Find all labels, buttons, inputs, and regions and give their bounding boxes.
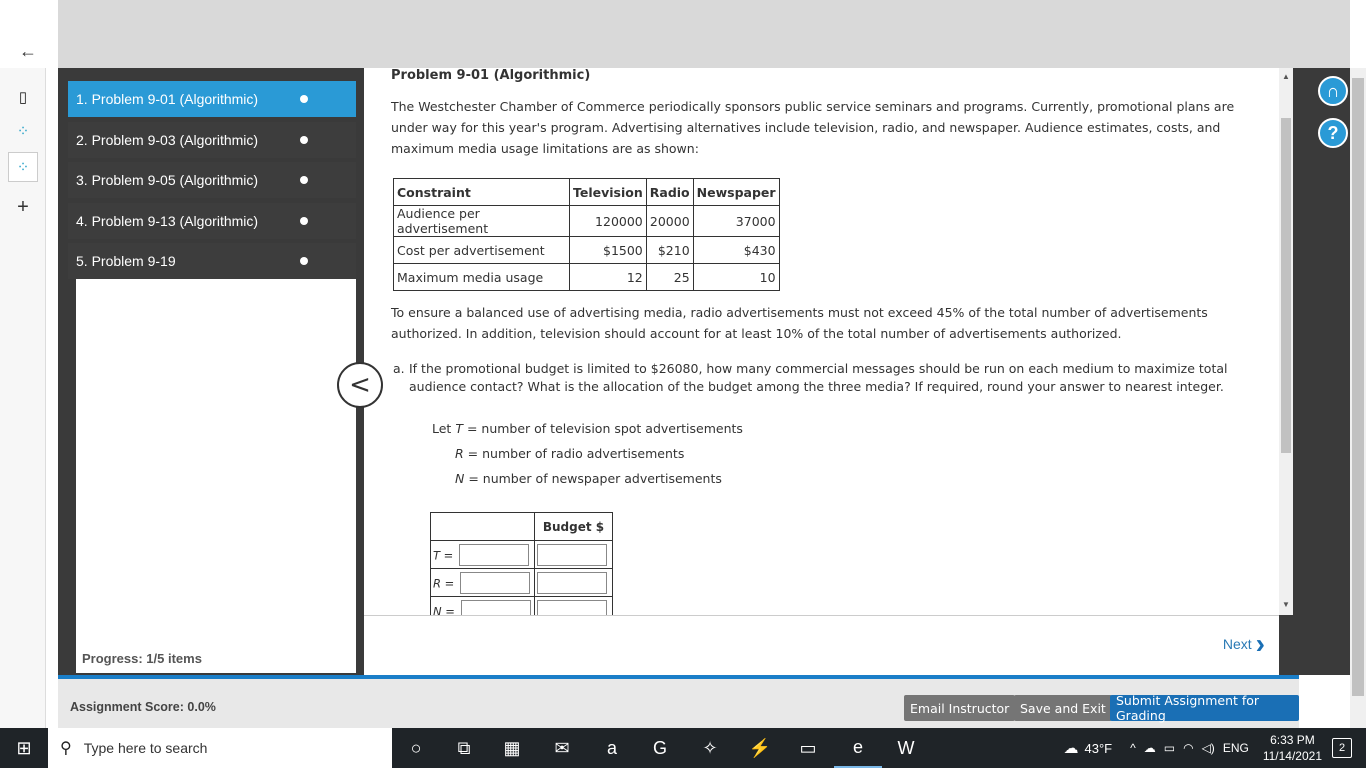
- problem-item-label: 5. Problem 9-19: [76, 253, 176, 269]
- n-budget-input[interactable]: [537, 600, 607, 616]
- table-row: [431, 597, 613, 616]
- tab-panel-icon[interactable]: ▯: [18, 89, 28, 106]
- variable-t-definition: = number of television spot advertisements: [466, 421, 743, 436]
- table-header: Radio: [646, 179, 693, 206]
- table-row: [431, 541, 613, 569]
- problem-item-5[interactable]: [68, 243, 356, 279]
- save-and-exit-button[interactable]: Save and Exit: [1014, 695, 1112, 721]
- dropbox-icon[interactable]: ✧: [702, 737, 718, 758]
- back-arrow-icon[interactable]: ←: [19, 40, 37, 61]
- r-quantity-input[interactable]: [460, 572, 530, 594]
- table-cell: Audience per advertisement: [394, 206, 570, 237]
- collapse-panel-button[interactable]: [337, 362, 383, 408]
- t-budget-cell: [535, 541, 613, 569]
- table-cell: 37000: [693, 206, 779, 237]
- headset-support-icon[interactable]: ∩: [1318, 76, 1348, 106]
- t-quantity-input[interactable]: [459, 544, 529, 566]
- answer-row-label: R =: [433, 576, 455, 590]
- problem-title: Problem 9-01 (Algorithmic): [391, 68, 591, 83]
- table-cell: 10: [693, 264, 779, 291]
- cloud-weather-icon: ☁: [1063, 740, 1079, 757]
- answer-row-r: [431, 569, 535, 597]
- table-cell: $430: [693, 237, 779, 264]
- clock-time: 6:33 PM: [1270, 733, 1315, 747]
- system-tray: [1064, 728, 1366, 768]
- clock-date: 11/14/2021: [1262, 749, 1322, 763]
- amazon-icon[interactable]: a: [606, 737, 617, 758]
- empty-header: [431, 513, 535, 541]
- problem-list-blank-area: [76, 278, 356, 673]
- file-explorer-icon[interactable]: ▭: [799, 737, 817, 758]
- problem-item-2[interactable]: [68, 122, 356, 158]
- help-question-icon[interactable]: ?: [1318, 118, 1348, 148]
- app-bolt-icon[interactable]: ⚡: [748, 737, 772, 758]
- answer-header-row: [431, 513, 613, 541]
- scroll-up-arrow-icon[interactable]: ▲: [1282, 72, 1290, 81]
- chevron-right-icon: ›: [1255, 628, 1265, 659]
- budget-header: Budget $: [535, 513, 613, 541]
- table-row: [394, 264, 780, 291]
- table-header-row: [394, 179, 780, 206]
- table-cell: 12: [570, 264, 647, 291]
- variable-n-definition: = number of newspaper advertisements: [468, 471, 722, 486]
- variable-definition-n: [455, 471, 722, 486]
- problem-intro: The Westchester Chamber of Commerce periodically sponsors public service seminars and programs. Currently, promotional plans are under way for this year's program. Advertising alternatives include television, radio, and newspaper. Audience estimates, costs, and maximum media usage limitations are as shown:: [391, 99, 1235, 156]
- variable-r-definition: = number of radio advertisements: [467, 446, 685, 461]
- problem-item-label: 2. Problem 9-03 (Algorithmic): [76, 132, 259, 148]
- table-cell: 25: [646, 264, 693, 291]
- table-cell: $1500: [570, 237, 647, 264]
- new-tab-plus-icon[interactable]: +: [17, 195, 29, 218]
- content-scrollbar-thumb[interactable]: [1281, 118, 1291, 453]
- tab-favicon-icon[interactable]: ⁘: [16, 123, 30, 140]
- status-dot-icon: [300, 136, 308, 144]
- clock[interactable]: [1263, 732, 1322, 764]
- problem-item-4[interactable]: [68, 203, 356, 239]
- problem-item-label: 4. Problem 9-13 (Algorithmic): [76, 213, 259, 229]
- cortana-icon[interactable]: ○: [410, 737, 422, 758]
- n-budget-cell: [535, 597, 613, 616]
- table-cell: Cost per advertisement: [394, 237, 570, 264]
- search-placeholder: Type here to search: [83, 740, 208, 756]
- variable-definition-t: [432, 421, 743, 436]
- taskbar-search[interactable]: [48, 728, 392, 768]
- problem-item-label: 3. Problem 9-05 (Algorithmic): [76, 172, 259, 188]
- n-quantity-input[interactable]: [461, 600, 531, 616]
- onedrive-icon[interactable]: ☁: [1143, 741, 1156, 755]
- edge-browser-icon[interactable]: e: [834, 728, 882, 768]
- table-cell: 20000: [646, 206, 693, 237]
- table-row: [394, 206, 780, 237]
- weather-temp[interactable]: 43°F: [1084, 740, 1113, 756]
- assignment-score: Assignment Score: 0.0%: [70, 700, 216, 714]
- problem-content: [364, 68, 1279, 615]
- active-tab-favicon-icon[interactable]: ⁘: [8, 152, 38, 182]
- problem-item-1[interactable]: [68, 81, 356, 117]
- content-bottom-bar: [364, 615, 1279, 675]
- windows-start-icon[interactable]: ⊞: [16, 737, 32, 758]
- notification-badge[interactable]: 2: [1332, 738, 1352, 758]
- language-indicator[interactable]: ENG: [1222, 741, 1249, 755]
- table-cell: 120000: [570, 206, 647, 237]
- mail-icon[interactable]: ✉: [554, 737, 570, 758]
- volume-icon[interactable]: ◁): [1201, 741, 1215, 755]
- progress-label: Progress: 1/5 items: [82, 651, 202, 666]
- table-cell: Maximum media usage: [394, 264, 570, 291]
- r-budget-input[interactable]: [537, 572, 607, 594]
- variable-r: R: [455, 446, 464, 461]
- table-row: [431, 569, 613, 597]
- assignment-footer: [58, 679, 1299, 728]
- submit-assignment-button[interactable]: Submit Assignment for Grading: [1110, 695, 1299, 721]
- status-dot-icon: [300, 257, 308, 265]
- answer-row-label: T =: [433, 548, 454, 562]
- window-scrollbar-thumb[interactable]: [1352, 78, 1364, 696]
- table-header: Newspaper: [693, 179, 779, 206]
- chevron-left-icon: <: [349, 370, 371, 400]
- table-cell: $210: [646, 237, 693, 264]
- network-icon[interactable]: ▭: [1163, 741, 1176, 755]
- problem-item-label: 1. Problem 9-01 (Algorithmic): [76, 91, 259, 107]
- status-dot-icon: [300, 95, 308, 103]
- taskbar: [0, 728, 1366, 768]
- status-dot-icon: [300, 217, 308, 225]
- part-a-letter: a.: [393, 361, 405, 376]
- google-chrome-icon[interactable]: G: [652, 737, 667, 758]
- constraint-paragraph: To ensure a balanced use of advertising media, radio advertisements must not exceed 45% of the total number of advertisements authorized. In addition, television should account for at least 10% of the total number of advertisements authorized.: [391, 305, 1208, 341]
- variable-t: T: [455, 421, 463, 436]
- table-header: Television: [570, 179, 647, 206]
- status-dot-icon: [300, 176, 308, 184]
- vertical-tabs-strip: [0, 68, 46, 728]
- search-icon: ⚲: [60, 740, 72, 757]
- problem-item-3[interactable]: [68, 162, 356, 198]
- r-budget-cell: [535, 569, 613, 597]
- table-header: Constraint: [394, 179, 570, 206]
- answer-table: [430, 512, 613, 615]
- task-view-icon[interactable]: ⧉: [457, 737, 471, 758]
- constraint-table: [393, 178, 780, 291]
- next-label: Next: [1222, 636, 1252, 652]
- t-budget-input[interactable]: [537, 544, 607, 566]
- email-instructor-button[interactable]: Email Instructor: [904, 695, 1015, 721]
- part-a-question: If the promotional budget is limited to $26080, how many commercial messages should be run on each medium to maximize total audience contact? What is the allocation of the budget among the three media? If required, round your answer to nearest integer.: [409, 361, 1228, 394]
- word-icon[interactable]: W: [897, 737, 915, 758]
- let-label: Let: [432, 421, 452, 436]
- variable-n: N: [455, 471, 465, 486]
- answer-row-t: [431, 541, 535, 569]
- answer-row-label: N =: [433, 604, 455, 615]
- scroll-down-arrow-icon[interactable]: ▼: [1282, 600, 1290, 609]
- store-icon[interactable]: ▦: [503, 737, 521, 758]
- variable-definition-r: [455, 446, 684, 461]
- chevron-up-icon[interactable]: ^: [1130, 741, 1136, 755]
- table-row: [394, 237, 780, 264]
- answer-row-n: [431, 597, 535, 616]
- wifi-icon[interactable]: ◠: [1183, 741, 1194, 755]
- next-button[interactable]: [1222, 628, 1265, 659]
